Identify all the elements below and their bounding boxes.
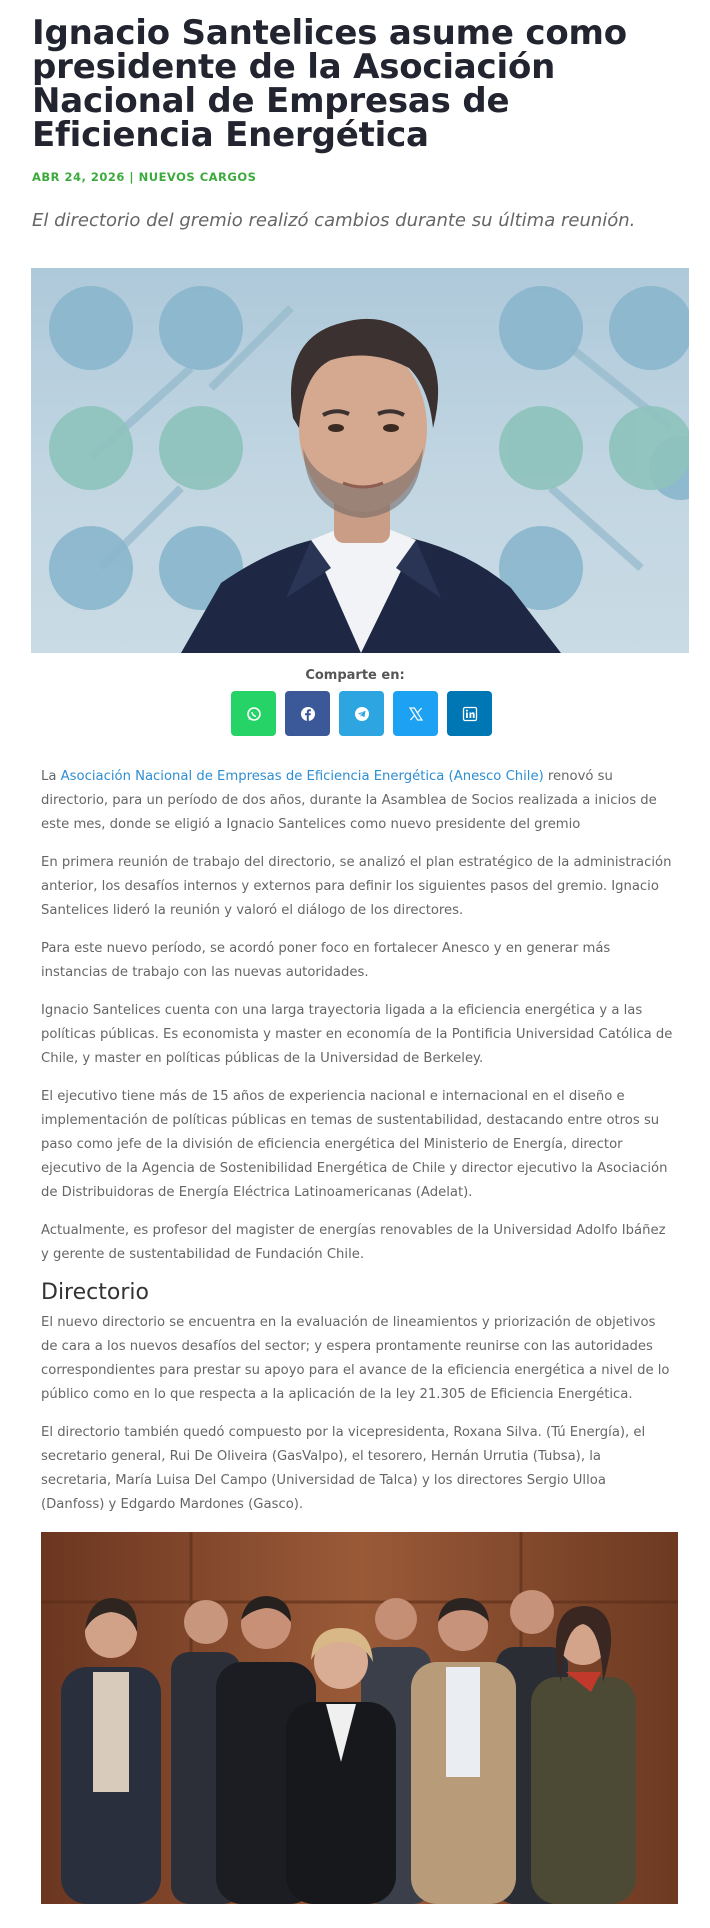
paragraph-3: Para este nuevo período, se acordó poner foco en fortalecer Anesco y en generar más instancias de trabajo con las nuevas autoridades. — [41, 941, 611, 980]
paragraph-4: Ignacio Santelices cuenta con una larga trayectoria ligada a la eficiencia energética y a las políticas públicas. Es economista y master en economía de la Pontificia Universidad Católica de Chile, y master en políticas públicas de la Universidad de Berkeley. — [41, 1003, 673, 1066]
paragraph-5: El ejecutivo tiene más de 15 años de experiencia nacional e internacional en el diseño e implementación de políticas públicas en temas de sustentabilidad, destacando entre otros su paso como jefe de la división de eficiencia energética del Ministerio de Energía, director ejecutivo de la Agencia de Sostenibilidad Energética de Chile y director ejecutivo la Asociación de Distribuidoras de Energía Eléctrica Latinoamericanas (Adelat). — [41, 1089, 668, 1200]
whatsapp-share-button[interactable] — [231, 691, 276, 736]
paragraph-2: En primera reunión de trabajo del directorio, se analizó el plan estratégico de la administración anterior, los desafíos internos y externos para definir los siguientes pasos del gremio. Ignacio Santelices lideró la reunión y valoró el diálogo de los directores. — [41, 855, 672, 918]
paragraph-7: El nuevo directorio se encuentra en la evaluación de lineamientos y priorización de objetivos de cara a los nuevos desafíos del sector; y espera prontamente reunirse con las autoridades correspondientes para prestar su apoyo para el avance de la eficiencia energética a nivel de lo público como en lo que respecta a la aplicación de la ley 21.305 de Eficiencia Energética. — [41, 1315, 670, 1402]
anesco-link[interactable]: Asociación Nacional de Empresas de Eficiencia Energética (Anesco Chile) — [60, 769, 544, 784]
telegram-share-button[interactable] — [339, 691, 384, 736]
paragraph-1-prefix: La — [41, 769, 61, 784]
article-body — [41, 765, 673, 1531]
x-share-button[interactable] — [393, 691, 438, 736]
article-meta: ABR 24, 2026 | NUEVOS CARGOS — [32, 170, 257, 184]
paragraph-1 — [41, 765, 673, 837]
paragraph-6: Actualmente, es profesor del magister de energías renovables de la Universidad Adolfo Ibáñez y gerente de sustentabilidad de Fundación Chile. — [41, 1223, 666, 1262]
paragraph-8: El directorio también quedó compuesto por la vicepresidenta, Roxana Silva. (Tú Energía), el secretario general, Rui De Oliveira (GasValpo), el tesorero, Hernán Urrutia (Tubsa), la secretaria, María Luisa Del Campo (Universidad de Talca) y los directores Sergio Ulloa (Danfoss) y Edgardo Mardones (Gasco). — [41, 1425, 646, 1512]
share-buttons — [231, 691, 492, 737]
board-group-photo — [41, 1532, 678, 1904]
paragraph-1-suffix: renovó su directorio, para un período de dos años, durante la Asamblea de Socios realizada a inicios de este mes, donde se eligió a Ignacio Santelices como nuevo presidente del gremio — [41, 769, 657, 832]
telegram-icon — [354, 706, 370, 722]
facebook-icon — [300, 706, 316, 722]
whatsapp-icon — [246, 706, 262, 722]
section-heading-directorio: Directorio — [41, 1280, 149, 1305]
article-subtitle: El directorio del gremio realizó cambios durante su última reunión. — [32, 210, 636, 231]
article-title: Ignacio Santelices asume como presidente de la Asociación Nacional de Empresas de Eficiencia Energética — [32, 13, 627, 155]
hero-portrait-image — [31, 268, 689, 653]
x-icon — [408, 706, 424, 722]
share-label: Comparte en: — [305, 668, 405, 683]
facebook-share-button[interactable] — [285, 691, 330, 736]
linkedin-share-button[interactable] — [447, 691, 492, 736]
linkedin-icon — [462, 706, 478, 722]
